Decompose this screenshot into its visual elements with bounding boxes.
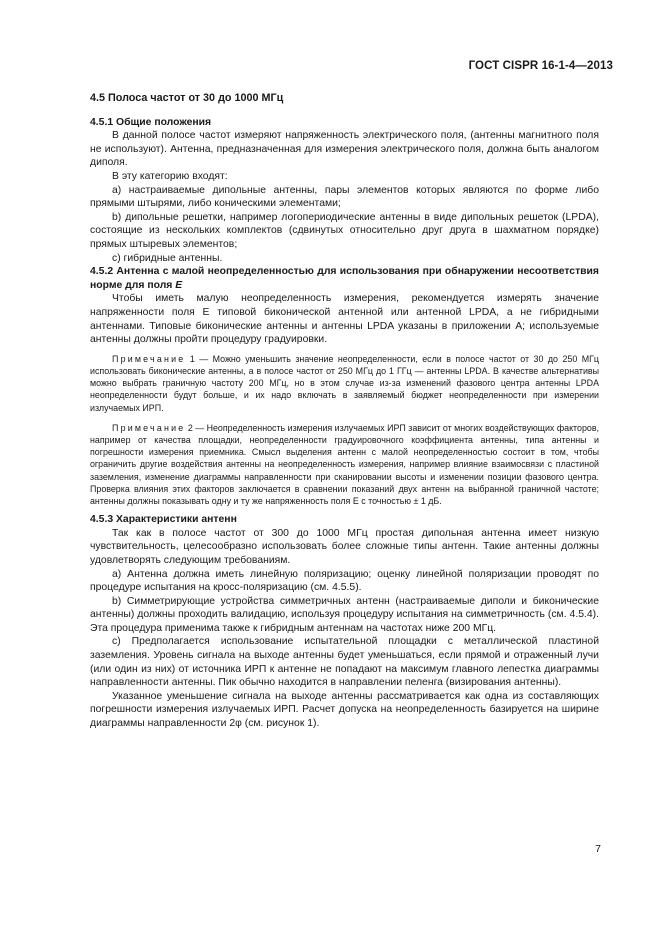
note-label: Примечание [112,422,186,433]
list-item: с) гибридные антенны. [112,252,223,264]
list-item: а) Антенна должна иметь линейную поляризацию; оценку линейной поляризации проводят по процедуре испытания на кросс-поляризацию (см. 4.5.5). [90,568,599,594]
paragraph: Указанное уменьшение сигнала на выходе антенны рассматривается как одна из составляющих погрешности измерения излучаемых ИРП. Расчет допуска на неопределенность базируется на ширине диаграммы направленности 2φ (см. рисунок 1). [90,690,599,730]
paragraph: В эту категорию входят: [112,170,228,182]
note-1 [90,353,599,414]
note-number: 1 [189,353,195,364]
list-item: b) дипольные решетки, например логопериодические антенны в виде дипольных решеток (LPDA), состоящие из нескольких комплектов (сдвинутых относительно друг друга в шахматном порядке) прямых штыревых элементов; [90,211,599,250]
section-4-5-3-title: 4.5.3 Характеристики антенн [90,514,237,526]
document-code: ГОСТ CISPR 16-1-4—2013 [468,60,613,72]
field-symbol: E [175,279,183,291]
section-4-5-2-title-text: 4.5.2 Антенна с малой неопределенностью для использования при обнаружении несоответствия норме для поля [90,266,599,291]
paragraph: Так как в полосе частот от 300 до 1000 МГц простая дипольная антенна имеет низкую чувствительность, целесообразно использовать более сложные типы антенн. Такие антенны должны удовлетворять следующим требованиям. [90,527,599,566]
note-text: — Можно уменьшить значение неопределенности, если в полосе частот от 30 до 250 МГц использовать биконические антенны, а в полосе частот от 250 МГц до 1 ГГц — антенны LPDA. В качестве альтернативы можно выбрать граничную частоту 200 МГц, но в этом случае из-за изменений фазового центра антенны LPDA неопределенности будут больше, и их надо включать в заявляемый бюджет неопределенности при измерении излучаемых ИРП. [90,353,600,413]
note-number: 2 [187,422,193,433]
page-number: 7 [595,843,601,855]
list-item: а) настраиваемые дипольные антенны, пары элементов которых являются по форме либо прямыми штырями, либо коническими элементами; [90,184,599,210]
section-4-5-title: 4.5 Полоса частот от 30 до 1000 МГц [90,92,284,104]
page-content [90,92,599,731]
note-label: Примечание [112,353,186,364]
section-4-5-1-title: 4.5.1 Общие положения [90,116,212,128]
note-text: — Неопределенность измерения излучаемых ИРП зависит от многих воздействующих факторов, например от качества площадки, неопределенности градуировочного коэффициента антенны, типа антенны и погрешности измерения приемника. Смысл выделения антенн с малой неопределенностью состоит в том, чтобы ограничить другие воздействия антенны на неопределенность измерения, например влияние взаимосвязи с пластиной заземления, изменение диаграммы направленности при сканировании высоты и изменении позиции фазового центра. Проверка влияния этих факторов заключается в сравнении показаний двух антенн на выбранной граничной частоте; антенны должны показывать одну и ту же напряженность поля E с точностью ± 1 дБ. [90,422,600,506]
list-item: b) Симметрирующие устройства симметричных антенн (настраиваемые диполи и биконические антенны) должны проходить валидацию, используя процедуру испытания на симметричность (см. 4.5.4). Эта процедура применима также к гибридным антеннам на частотах ниже 200 МГц. [90,595,599,634]
paragraph: В данной полосе частот измеряют напряженность электрического поля, (антенны магнитного поля не используют). Антенна, предназначенная для измерения электрического поля, должна быть аналогом диполя. [90,130,599,169]
section-4-5-2-title [90,265,599,292]
note-2 [90,422,599,507]
paragraph: Чтобы иметь малую неопределенность измерения, рекомендуется измерять значение напряженности поля E типовой биконической антенной или антенной LPDA, а не гибридными антеннами. Типовые биконические антенны и антенны LPDA указаны в приложении А; используемые антенны должны пройти процедуру градуировки. [90,293,599,346]
list-item: с) Предполагается использование испытательной площадки с металлической пластиной заземления. Уровень сигнала на выходе антенны будет уменьшаться, если прямой и отраженный лучи (или один из них) от источника ИРП к антенне не попадают на максимум главного лепестка диаграммы направленности антенны. Пик обычно находится в направлении пеленга (визирования антенны). [90,636,599,689]
